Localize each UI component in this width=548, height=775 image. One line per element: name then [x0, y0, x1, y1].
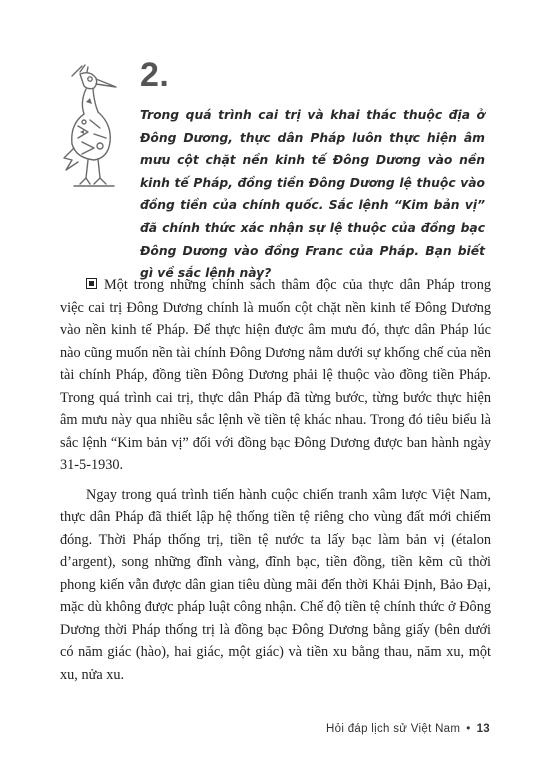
question-number: 2. [140, 56, 170, 94]
dong-son-bird-icon [60, 62, 128, 190]
answer-paragraph: Ngay trong quá trình tiến hành cuộc chiến tranh xâm lược Việt Nam, thực dân Pháp đã thiết lập hệ thống tiền tệ riêng cho vùng đất mới chiếm đóng. Thời Pháp thống trị, tiền tệ nước ta lấy bạc làm bản vị (étalon d’argent), song những đĩnh vàng, đĩnh bạc, tiền đồng, tiền kẽm cũ thời phong kiến vẫn được dân gian tiêu dùng mãi đến thời Khải Định, Bảo Đại, mặc dù không được pháp luật công nhận. Chế độ tiền tệ chính thức ở Đông Dương thời Pháp thống trị là đồng bạc Đông Dương bằng giấy (bên dưới có năm giác (hào), hai giác, một giác) và tiền xu bằng thau, năm xu, một xu, nửa xu. [60, 486, 491, 683]
answer-paragraph-1-text: Một trong những chính sách thâm độc của thực dân Pháp trong việc cai trị Đông Dương chính là muốn cột chặt nền kinh tế Đông Dương vào nền kinh tế Pháp. Để thực hiện được âm mưu đó, thực dân Pháp lúc nào cũng muốn nền tài chính Đông Dương nằm dưới sự khống chế của nền tài chính Pháp, đồng tiền Đông Dương phải lệ thuộc vào đồng tiền Pháp. Trong quá trình cai trị, thực dân Pháp đã từng bước, từng bước thực hiện âm mưu này qua nhiều sắc lệnh về tiền tệ khác nhau. Trong đó tiêu biểu là sắc lệnh “Kim bản vị” đối với đồng bạc Đông Dương được ban hành ngày 31-5-1930. [60, 277, 491, 473]
book-title: Hỏi đáp lịch sử Việt Nam [326, 723, 461, 735]
page-footer [326, 723, 490, 735]
question-text: Trong quá trình cai trị và khai thác thuộc địa ở Đông Dương, thực dân Pháp luôn thực hiện âm mưu cột chặt nền kinh tế Đông Dương vào nền kinh tế Pháp, đồng tiền Đông Dương lệ thuộc vào đồng tiền của chính quốc. Sắc lệnh “Kim bản vị” đã chính thức xác nhận sự lệ thuộc của đồng bạc Đông Dương vào đồng Franc của Pháp. Bạn biết gì về sắc lệnh này? [140, 108, 485, 281]
answer-body [60, 274, 491, 686]
page-number: 13 [476, 723, 490, 735]
answer-marker-icon [86, 278, 97, 289]
footer-separator: • [466, 723, 471, 735]
answer-paragraph [60, 274, 491, 477]
